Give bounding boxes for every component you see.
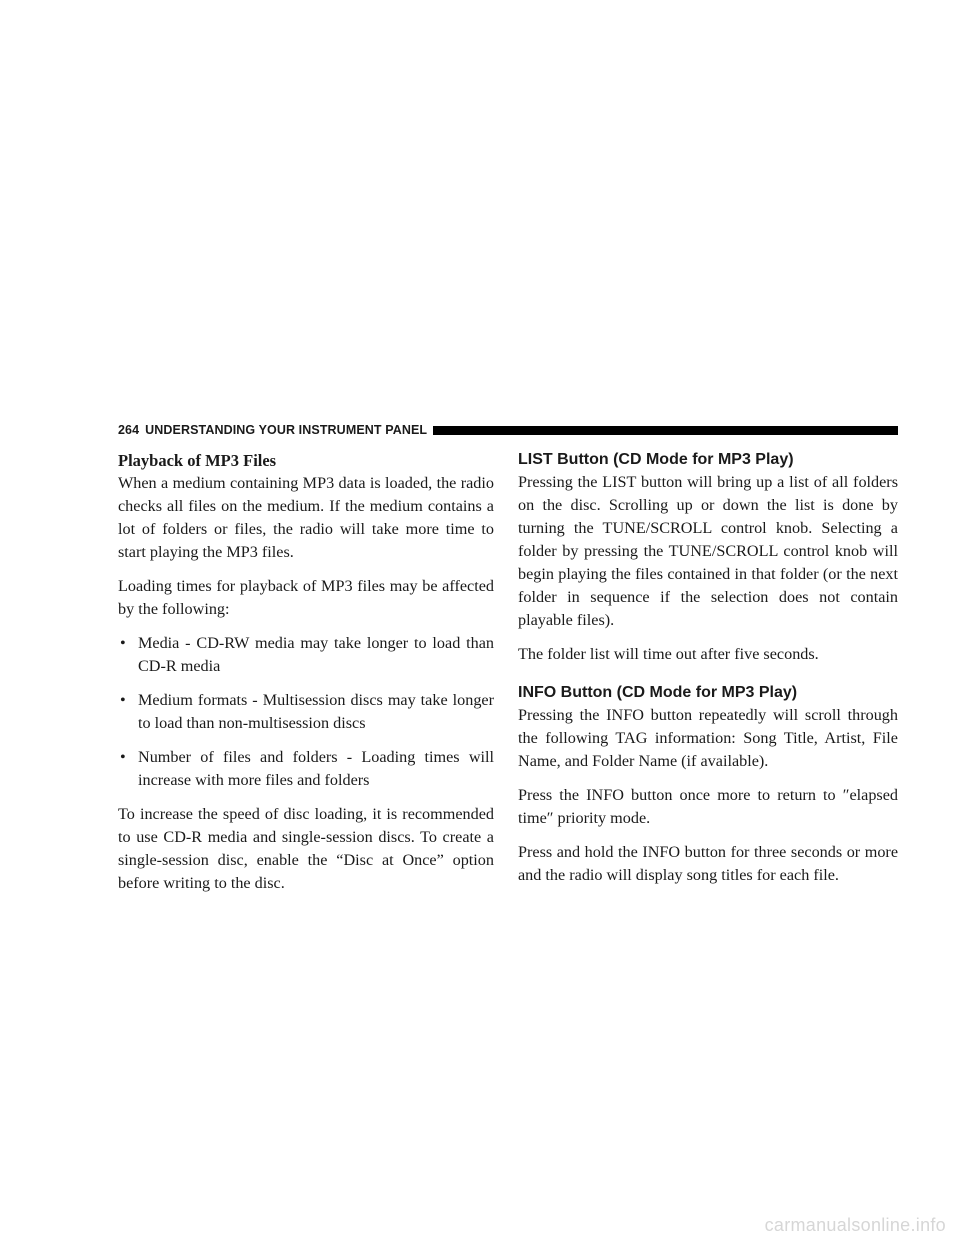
page-number: 264 xyxy=(118,423,140,437)
heading-playback-mp3: Playback of MP3 Files xyxy=(118,451,277,470)
right-column xyxy=(518,449,898,898)
paragraph: Press and hold the INFO button for three seconds or more and the radio will display song titles for each file. xyxy=(518,843,898,884)
bullet-list xyxy=(118,632,494,792)
paragraph: The folder list will time out after five seconds. xyxy=(518,645,819,663)
list-item-text: Media - CD-RW media may take longer to load than CD-R media xyxy=(138,634,494,675)
paragraph: Loading times for playback of MP3 files may be affected by the following: xyxy=(118,577,494,618)
header-rule xyxy=(433,426,898,435)
left-column xyxy=(118,449,494,906)
paragraph: Pressing the LIST button will bring up a list of all folders on the disc. Scrolling up or down the list is done by turning the TUNE/SCROLL control knob. Selecting a folder by pressing the TUNE/SCROLL control knob will begin playing the files contained in that folder (or the next folder in sequence if the selection does not contain playable files). xyxy=(518,473,898,629)
bullet-icon: • xyxy=(120,691,126,709)
list-item xyxy=(118,632,494,678)
paragraph: Pressing the INFO button repeatedly will scroll through the following TAG information: Song Title, Artist, File Name, and Folder Name (if available). xyxy=(518,706,898,770)
heading-list-button: LIST Button (CD Mode for MP3 Play) xyxy=(518,451,794,468)
list-item xyxy=(118,689,494,735)
watermark: carmanualsonline.info xyxy=(764,1215,946,1235)
paragraph: Press the INFO button once more to return to ″elapsed time″ priority mode. xyxy=(518,786,898,827)
paragraph: When a medium containing MP3 data is loaded, the radio checks all files on the medium. If the medium contains a lot of folders or files, the radio will take more time to start playing the MP3 files. xyxy=(118,474,494,561)
page-header xyxy=(118,421,898,439)
bullet-icon: • xyxy=(120,634,126,652)
heading-info-button: INFO Button (CD Mode for MP3 Play) xyxy=(518,684,798,701)
section-title: UNDERSTANDING YOUR INSTRUMENT PANEL xyxy=(145,423,428,437)
list-item-text: Medium formats - Multisession discs may take longer to load than non-multisession discs xyxy=(138,691,494,732)
bullet-icon: • xyxy=(120,748,126,766)
paragraph: To increase the speed of disc loading, it is recommended to use CD-R media and single-session discs. To create a single-session disc, enable the “Disc at Once” option before writing to the disc. xyxy=(118,805,494,892)
list-item-text: Number of files and folders - Loading times will increase with more files and folders xyxy=(138,748,494,789)
list-item xyxy=(118,746,494,792)
